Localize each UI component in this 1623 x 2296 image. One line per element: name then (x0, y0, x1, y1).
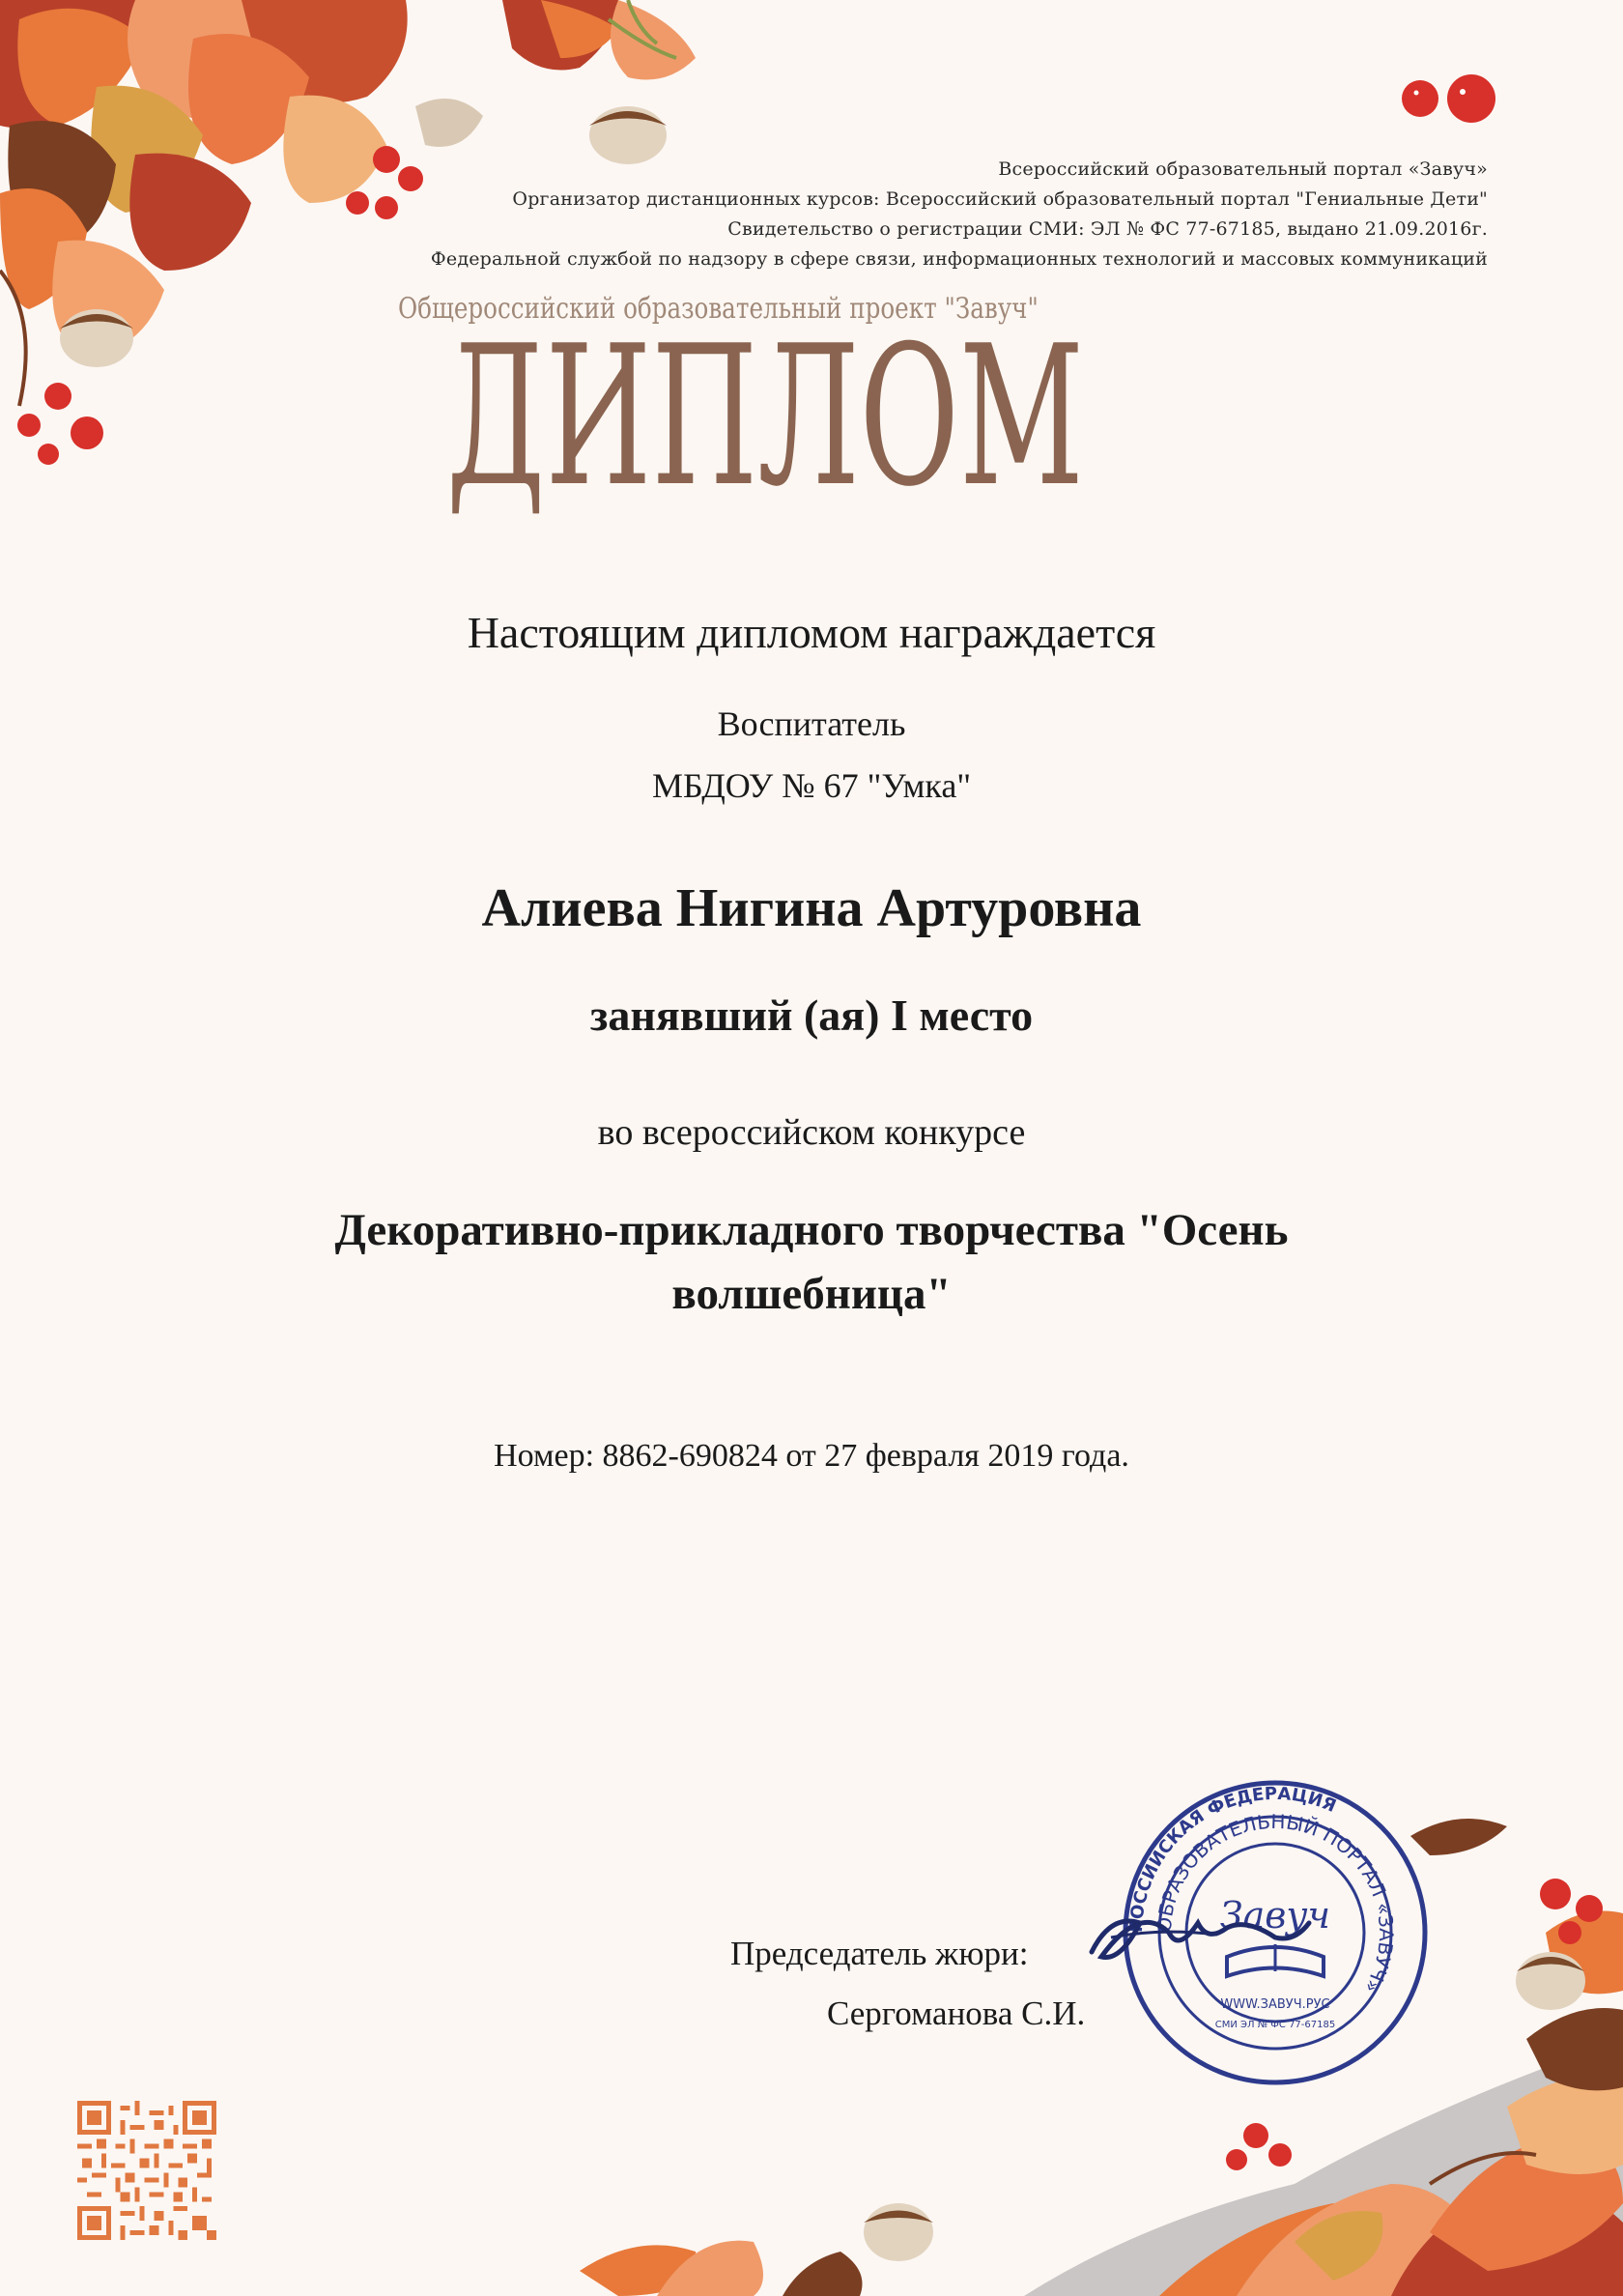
stamp-registration: СМИ ЭЛ № ФС 77-67185 (1214, 2020, 1336, 2030)
awarded-text: Настоящим дипломом награждается (467, 608, 1156, 657)
diploma-number: Номер: 8862-690824 от 27 февраля 2019 года. (494, 1438, 1129, 1474)
publisher-line-3: Свидетельство о регистрации СМИ: ЭЛ № ФС 77-67185, выдано 21.09.2016г. (727, 218, 1488, 240)
stamp-logo-text: Завуч (1219, 1894, 1331, 1937)
recipient-organization: МБДОУ № 67 "Умка" (651, 766, 972, 805)
qr-code-icon (77, 2101, 216, 2240)
project-title: Общероссийский образовательный проект "Завуч" (398, 292, 1039, 326)
publisher-line-4: Федеральной службой по надзору в сфере связи, информационных технологий и массовых коммуникаций (430, 248, 1488, 270)
stamp-website: WWW.ЗАВУЧ.РУС (1220, 1997, 1330, 2012)
publisher-line-2: Организатор дистанционных курсов: Всероссийский образовательный портал "Гениальные Дети" (512, 188, 1488, 210)
jury-name: Сергоманова С.И. (827, 1995, 1086, 2032)
publisher-info (431, 155, 1488, 274)
signature (1082, 1884, 1314, 1981)
contest-prefix: во всероссийском конкурсе (597, 1112, 1026, 1153)
berries-top-right (1391, 68, 1517, 135)
stamp-outer-text: РОССИЙСКАЯ ФЕДЕРАЦИЯ (1125, 1783, 1339, 1934)
contest-name: Декоративно-прикладного творчества "Осень волшебница" (334, 1205, 1289, 1319)
diploma-title: ДИПЛОМ (446, 309, 1084, 522)
recipient-name: Алиева Нигина Артуровна (481, 878, 1142, 938)
publisher-line-1: Всероссийский образовательный портал «Завуч» (998, 158, 1488, 180)
place-text: занявший (ая) I место (589, 990, 1034, 1040)
jury-title: Председатель жюри: (730, 1935, 1029, 1972)
diploma-title-svg (446, 309, 1084, 522)
stamp-inner-text: ОБРАЗОВАТЕЛЬНЫЙ ПОРТАЛ «ЗАВУЧ» (1152, 1809, 1399, 1997)
recipient-position: Воспитатель (717, 704, 906, 743)
